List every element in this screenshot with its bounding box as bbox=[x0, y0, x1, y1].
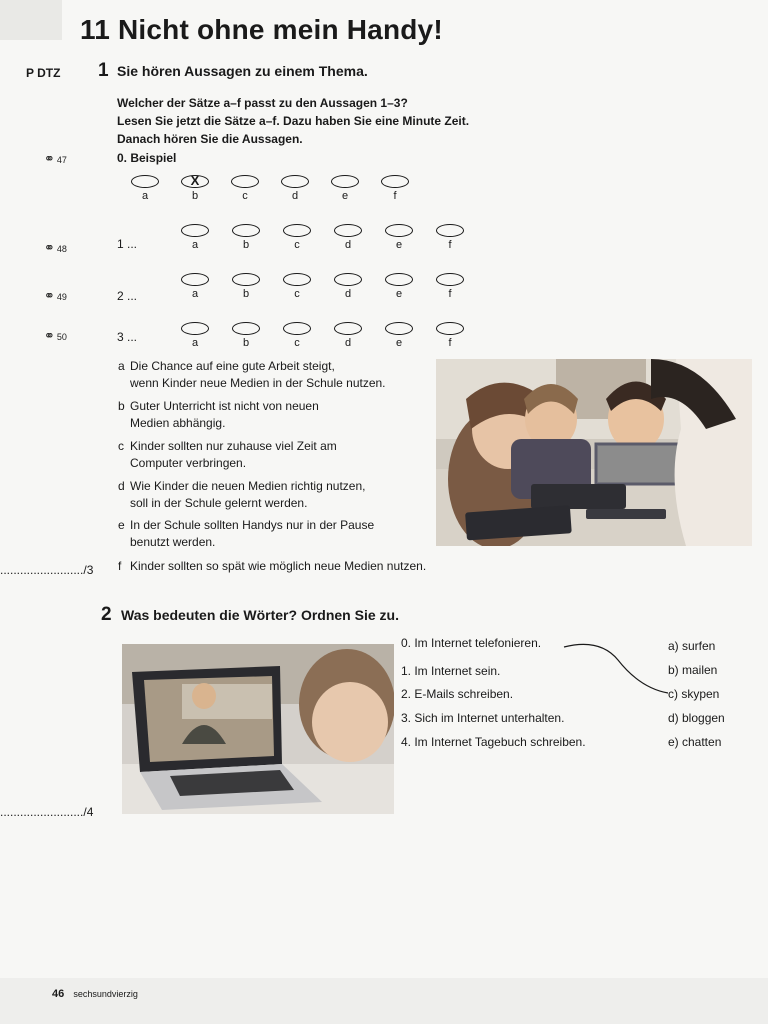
statement-letter: a bbox=[118, 359, 125, 373]
headphones-icon: ⚭ bbox=[44, 288, 55, 303]
answer-oval[interactable] bbox=[436, 273, 464, 286]
statement-d bbox=[118, 478, 423, 512]
headphones-icon: ⚭ bbox=[44, 151, 55, 166]
section-1-score bbox=[0, 563, 93, 577]
section-2-score-text: /4 bbox=[83, 805, 94, 819]
word-item: d) bloggen bbox=[668, 711, 725, 725]
answer-option-letter: a bbox=[191, 288, 199, 300]
audio-track-49 bbox=[44, 290, 67, 302]
answer-option-1-a[interactable] bbox=[180, 224, 210, 251]
answer-option-2-d[interactable] bbox=[333, 273, 363, 300]
answer-oval[interactable] bbox=[334, 322, 362, 335]
page-corner-shade bbox=[0, 0, 62, 40]
answer-option-letter: b bbox=[242, 337, 250, 349]
answer-option-letter: e bbox=[395, 337, 403, 349]
answer-oval[interactable] bbox=[331, 175, 359, 188]
page-number-word: sechsundvierzig bbox=[73, 989, 138, 999]
audio-track-47 bbox=[44, 153, 67, 165]
audio-track-48 bbox=[44, 242, 67, 254]
answer-oval[interactable] bbox=[181, 322, 209, 335]
instruction-line: Danach hören Sie die Aussagen. bbox=[117, 132, 303, 146]
audio-track-50 bbox=[44, 330, 67, 342]
answer-oval[interactable] bbox=[334, 273, 362, 286]
answer-option-letter: b bbox=[242, 239, 250, 251]
answer-option-letter: a bbox=[141, 190, 149, 202]
word-item: a) surfen bbox=[668, 639, 716, 653]
statement-letter: f bbox=[118, 559, 122, 573]
section-1-number: 1 bbox=[98, 60, 109, 81]
answer-oval[interactable] bbox=[283, 224, 311, 237]
answer-oval[interactable] bbox=[381, 175, 409, 188]
audio-track-number: 50 bbox=[56, 332, 67, 342]
statement-text: wenn Kinder neue Medien in der Schule nutzen. bbox=[130, 376, 386, 390]
statement-e bbox=[118, 517, 423, 551]
phrase-item: 4. Im Internet Tagebuch schreiben. bbox=[401, 735, 586, 749]
page-number: 46 bbox=[52, 988, 65, 1000]
exam-tag: P DTZ bbox=[26, 66, 61, 80]
statement-f bbox=[118, 558, 478, 575]
statement-text: benutzt werden. bbox=[130, 535, 216, 549]
instruction-line: Lesen Sie jetzt die Sätze a–f. Dazu haben Sie eine Minute Zeit. bbox=[117, 114, 470, 128]
answer-oval[interactable] bbox=[281, 175, 309, 188]
answer-option-3-e[interactable] bbox=[384, 322, 414, 349]
statement-text: Kinder sollten nur zuhause viel Zeit am bbox=[130, 439, 337, 453]
answer-option-letter: d bbox=[344, 288, 352, 300]
word-item: c) skypen bbox=[668, 687, 720, 701]
answer-option-0-b[interactable] bbox=[180, 175, 210, 202]
answer-option-0-f[interactable] bbox=[380, 175, 410, 202]
answer-oval[interactable] bbox=[385, 322, 413, 335]
phrase-item: 1. Im Internet sein. bbox=[401, 664, 501, 678]
answer-option-letter: c bbox=[294, 337, 300, 349]
answer-option-letter: a bbox=[191, 239, 199, 251]
answer-option-letter: b bbox=[242, 288, 250, 300]
audio-track-number: 48 bbox=[56, 244, 67, 254]
answer-oval[interactable] bbox=[232, 322, 260, 335]
answer-option-letter: c bbox=[294, 288, 300, 300]
answer-oval[interactable] bbox=[232, 273, 260, 286]
word-item: b) mailen bbox=[668, 663, 718, 677]
answer-oval[interactable] bbox=[385, 224, 413, 237]
answer-option-letter: d bbox=[291, 190, 299, 202]
answer-option-letter: e bbox=[395, 239, 403, 251]
section-1-score-text: /3 bbox=[83, 563, 94, 577]
answer-option-3-f[interactable] bbox=[435, 322, 465, 349]
children-with-tablets-photo bbox=[436, 359, 752, 546]
answer-option-0-a[interactable] bbox=[130, 175, 160, 202]
answer-option-letter: d bbox=[344, 239, 352, 251]
answer-option-letter: b bbox=[191, 190, 199, 202]
answer-oval[interactable] bbox=[334, 224, 362, 237]
phrase-item: 3. Sich im Internet unterhalten. bbox=[401, 711, 565, 725]
answer-option-letter: f bbox=[448, 239, 452, 251]
statement-letter: c bbox=[118, 439, 124, 453]
score-dotted-line: ......................... bbox=[0, 563, 84, 577]
statement-text: Computer verbringen. bbox=[130, 456, 247, 470]
answer-row-3-label: 3 ... bbox=[117, 330, 138, 344]
answer-oval[interactable] bbox=[436, 224, 464, 237]
headphones-icon: ⚭ bbox=[44, 240, 55, 255]
answer-option-1-d[interactable] bbox=[333, 224, 363, 251]
answer-option-0-c[interactable] bbox=[230, 175, 260, 202]
answer-option-letter: c bbox=[242, 190, 248, 202]
answer-option-letter: e bbox=[395, 288, 403, 300]
answer-option-letter: d bbox=[344, 337, 352, 349]
laptop-video-call-photo bbox=[122, 644, 394, 814]
answer-option-letter: c bbox=[294, 239, 300, 251]
answer-option-letter: f bbox=[393, 190, 397, 202]
answer-row-2-label: 2 ... bbox=[117, 289, 138, 303]
answer-row-1-label: 1 ... bbox=[117, 237, 138, 251]
statement-letter: d bbox=[118, 479, 125, 493]
answer-option-letter: f bbox=[448, 288, 452, 300]
answer-oval[interactable] bbox=[283, 322, 311, 335]
answer-option-3-d[interactable] bbox=[333, 322, 363, 349]
section-2-score bbox=[0, 805, 93, 819]
answer-oval[interactable] bbox=[283, 273, 311, 286]
statement-text: In der Schule sollten Handys nur in der Pause bbox=[130, 518, 375, 532]
statement-text: soll in der Schule gelernt werden. bbox=[130, 496, 308, 510]
answer-option-3-a[interactable] bbox=[180, 322, 210, 349]
answer-option-1-c[interactable] bbox=[282, 224, 312, 251]
answer-option-1-f[interactable] bbox=[435, 224, 465, 251]
statement-text: Kinder sollten so spät wie möglich neue Medien nutzen. bbox=[130, 559, 427, 573]
page-footer bbox=[52, 988, 138, 1000]
section-1-instructions bbox=[117, 94, 469, 148]
answer-option-0-e[interactable] bbox=[330, 175, 360, 202]
answer-option-2-c[interactable] bbox=[282, 273, 312, 300]
answer-option-2-a[interactable] bbox=[180, 273, 210, 300]
answer-option-2-e[interactable] bbox=[384, 273, 414, 300]
answer-oval[interactable] bbox=[232, 224, 260, 237]
answer-option-3-b[interactable] bbox=[231, 322, 261, 349]
answer-oval[interactable] bbox=[181, 224, 209, 237]
answer-option-1-b[interactable] bbox=[231, 224, 261, 251]
answer-oval[interactable] bbox=[181, 273, 209, 286]
answer-oval[interactable] bbox=[131, 175, 159, 188]
checked-answer-oval[interactable] bbox=[181, 175, 209, 188]
statement-letter: b bbox=[118, 399, 125, 413]
headphones-icon: ⚭ bbox=[44, 328, 55, 343]
answer-option-2-f[interactable] bbox=[435, 273, 465, 300]
audio-track-number: 47 bbox=[56, 155, 67, 165]
example-label: 0. Beispiel bbox=[117, 151, 177, 165]
answer-option-letter: a bbox=[191, 337, 199, 349]
page-title: 11 Nicht ohne mein Handy! bbox=[80, 14, 443, 45]
answer-oval[interactable] bbox=[231, 175, 259, 188]
answer-option-0-d[interactable] bbox=[280, 175, 310, 202]
phrase-item: 2. E-Mails schreiben. bbox=[401, 687, 514, 701]
answer-oval[interactable] bbox=[385, 273, 413, 286]
answer-option-3-c[interactable] bbox=[282, 322, 312, 349]
statement-b bbox=[118, 398, 423, 432]
statement-text: Medien abhängig. bbox=[130, 416, 226, 430]
answer-option-letter: f bbox=[448, 337, 452, 349]
answer-option-2-b[interactable] bbox=[231, 273, 261, 300]
audio-track-number: 49 bbox=[56, 292, 67, 302]
word-item: e) chatten bbox=[668, 735, 722, 749]
section-1-title: Sie hören Aussagen zu einem Thema. bbox=[117, 63, 368, 79]
phrase-item: 0. Im Internet telefonieren. bbox=[401, 636, 542, 650]
statement-text: Die Chance auf eine gute Arbeit steigt, bbox=[130, 359, 335, 373]
answer-option-letter: e bbox=[341, 190, 349, 202]
statement-text: Guter Unterricht ist nicht von neuen bbox=[130, 399, 319, 413]
statement-a bbox=[118, 358, 423, 392]
matching-connector-line bbox=[560, 640, 670, 700]
instruction-line: Welcher der Sätze a–f passt zu den Aussagen 1–3? bbox=[117, 96, 408, 110]
answer-oval[interactable] bbox=[436, 322, 464, 335]
statement-text: Wie Kinder die neuen Medien richtig nutzen, bbox=[130, 479, 366, 493]
section-2-number: 2 bbox=[101, 604, 112, 625]
score-dotted-line: ......................... bbox=[0, 805, 84, 819]
statement-letter: e bbox=[118, 518, 125, 532]
section-2-title: Was bedeuten die Wörter? Ordnen Sie zu. bbox=[121, 607, 399, 623]
page-footer-band bbox=[0, 978, 768, 1024]
answer-option-1-e[interactable] bbox=[384, 224, 414, 251]
statement-c bbox=[118, 438, 423, 472]
